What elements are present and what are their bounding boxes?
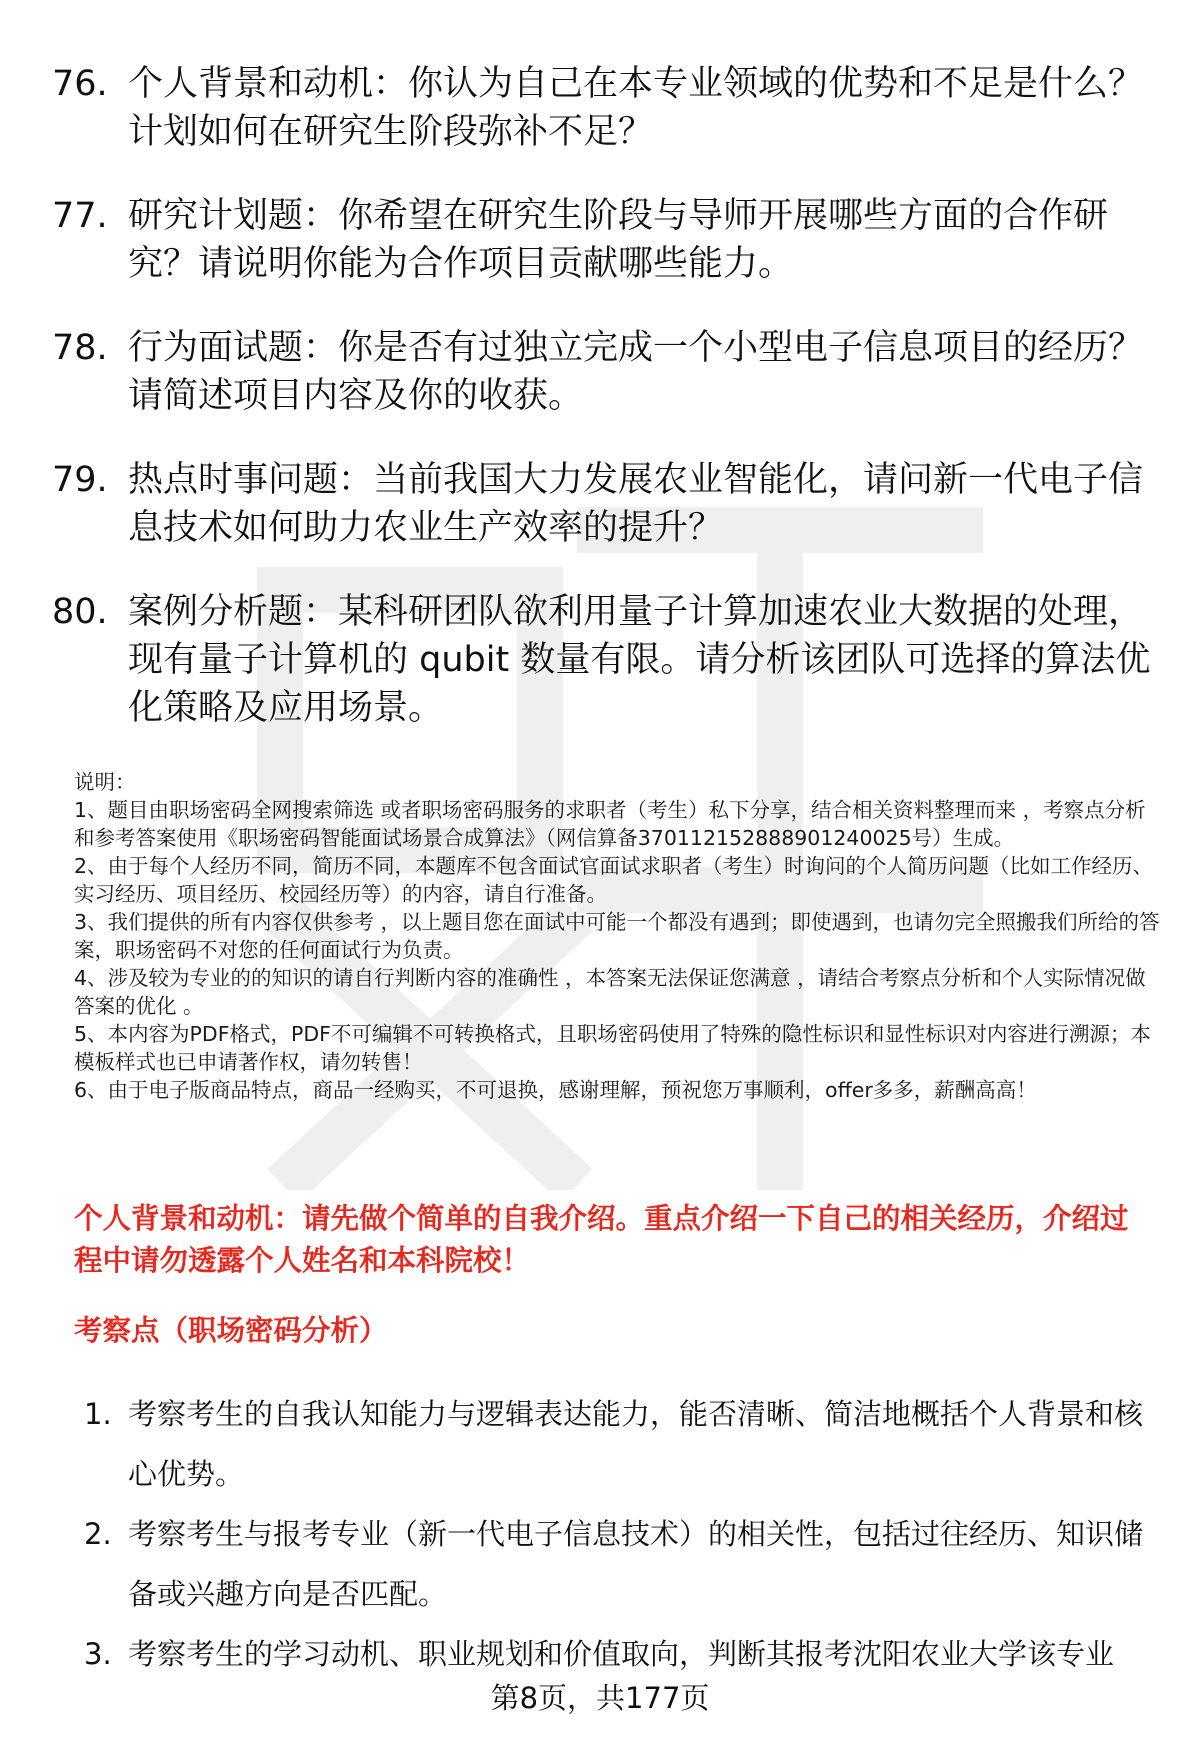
highlight-question: 个人背景和动机：请先做个简单的自我介绍。重点介绍一下自己的相关经历，介绍过程中请勿透露个人姓名和本科院校！ [74,1202,1129,1277]
question-number: 77. [52,196,108,236]
note-item: 5、本内容为PDF格式，PDF不可编辑不可转换格式，且职场密码使用了特殊的隐性标识和显性标识对内容进行溯源；本模板样式也已申请著作权，请勿转售！ [74,1022,1151,1074]
question-number: 79. [52,460,108,500]
note-item: 1、题目由职场密码全网搜索筛选 或者职场密码服务的求职者（考生）私下分享，结合相关资料整理而来 ，考察点分析和参考答案使用《职场密码智能面试场景合成算法》（网信算备370112152888901240025号）生成。 [74,798,1146,850]
question-number: 80. [52,592,108,632]
question-item [52,456,1152,552]
question-number: 76. [52,64,108,104]
question-text: 案例分析题：某科研团队欲利用量子计算加速农业大数据的处理，现有量子计算机的 qubit 数量有限。请分析该团队可选择的算法优化策略及应用场景。 [128,592,1151,728]
notes-section [74,768,1160,1104]
note-item: 4、涉及较为专业的的知识的请自行判断内容的准确性 ，本答案无法保证您满意 ，请结合考察点分析和个人实际情况做答案的优化 。 [74,966,1146,1018]
analysis-point-list [84,1384,1154,1684]
note-item: 2、由于每个人经历不同，简历不同，本题库不包含面试官面试求职者（考生）时询问的个人简历问题（比如工作经历、实习经历、项目经历、校园经历等）的内容，请自行准备。 [74,854,1154,906]
point-text: 考察考生与报考专业（新一代电子信息技术）的相关性，包括过往经历、知识储备或兴趣方向是否匹配。 [128,1517,1144,1611]
question-list [52,60,1152,768]
question-text: 热点时事问题：当前我国大力发展农业智能化，请问新一代电子信息技术如何助力农业生产效率的提升？ [128,460,1144,548]
question-item [52,324,1152,420]
notes-title: 说明： [74,770,136,794]
question-text: 个人背景和动机：你认为自己在本专业领域的优势和不足是什么？计划如何在研究生阶段弥补不足？ [128,64,1144,152]
analysis-heading: 考察点（职场密码分析） [74,1314,388,1347]
analysis-point [84,1504,1154,1624]
analysis-point [84,1384,1154,1504]
question-number: 78. [52,328,108,368]
question-item [52,192,1152,288]
question-item [52,588,1152,732]
note-item: 6、由于电子版商品特点，商品一经购买，不可退换，感谢理解，预祝您万事顺利，offer多多，薪酬高高！ [74,1078,1037,1102]
analysis-point [84,1624,1154,1684]
page-footer: 第8页，共177页 [490,1681,710,1715]
point-text: 考察考生的自我认知能力与逻辑表达能力，能否清晰、简洁地概括个人背景和核心优势。 [128,1397,1144,1491]
point-number: 3. [84,1637,112,1671]
point-number: 2. [84,1517,112,1551]
question-item [52,60,1152,156]
point-text: 考察考生的学习动机、职业规划和价值取向，判断其报考沈阳农业大学该专业 [128,1637,1115,1671]
point-number: 1. [84,1397,112,1431]
question-text: 研究计划题：你希望在研究生阶段与导师开展哪些方面的合作研究？请说明你能为合作项目贡献哪些能力。 [128,196,1109,284]
note-item: 3、我们提供的所有内容仅供参考 ，以上题目您在面试中可能一个都没有遇到；即使遇到，也请勿完全照搬我们所给的答案，职场密码不对您的任何面试行为负责。 [74,910,1160,962]
question-text: 行为面试题：你是否有过独立完成一个小型电子信息项目的经历？请简述项目内容及你的收获。 [128,328,1144,416]
